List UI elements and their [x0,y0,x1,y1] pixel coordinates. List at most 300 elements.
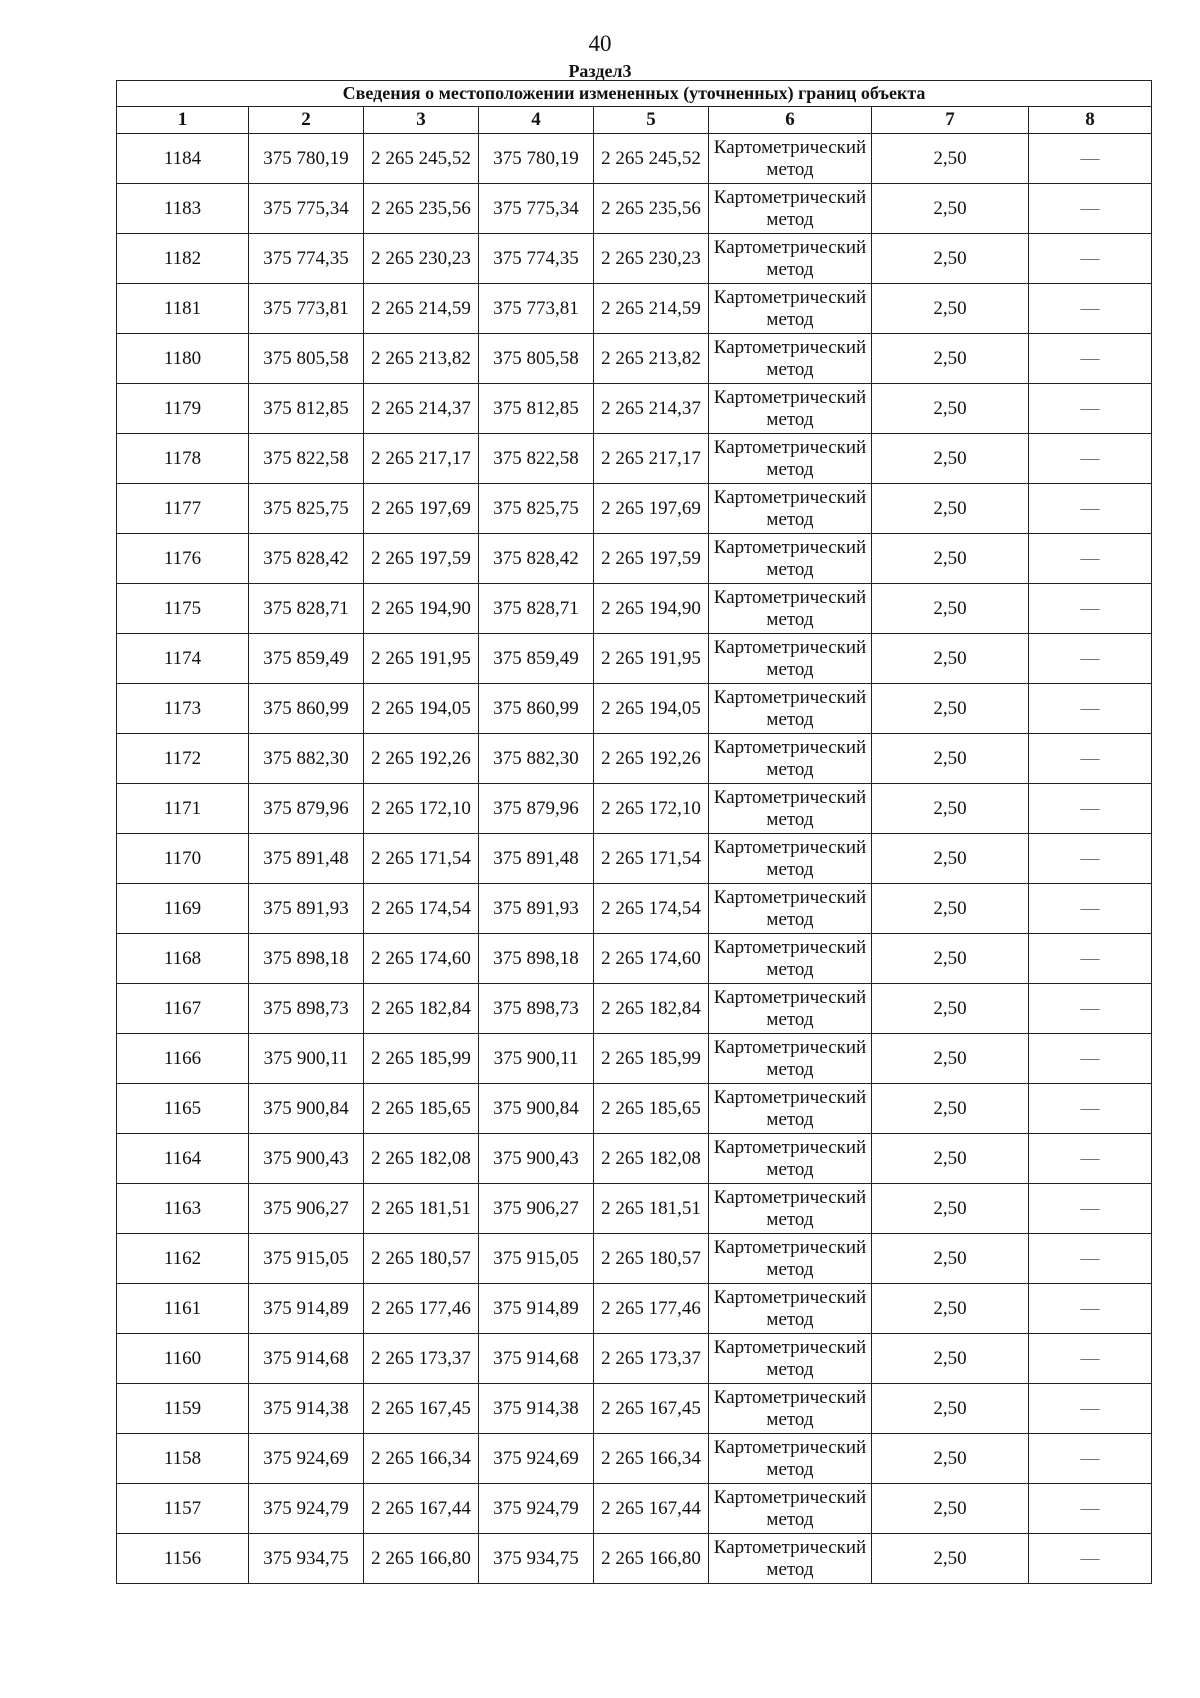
method-text: Картометрический метод [713,1236,867,1280]
column-number: 4 [479,107,594,134]
accuracy-cell: 2,50 [872,534,1029,584]
accuracy-cell: 2,50 [872,834,1029,884]
method-text: Картометрический метод [713,1386,867,1430]
table-row [117,284,1152,334]
method-cell [709,1284,872,1334]
y-coordinate-cell: 2 265 213,82 [594,334,709,384]
accuracy-cell: 2,50 [872,384,1029,434]
y-coordinate-cell: 2 265 217,17 [594,434,709,484]
note-cell: — [1029,534,1152,584]
method-text: Картометрический метод [713,1086,867,1130]
y-coordinate-cell: 2 265 214,37 [364,384,479,434]
y-coordinate-cell: 2 265 182,84 [594,984,709,1034]
y-coordinate-cell: 2 265 192,26 [594,734,709,784]
column-number: 5 [594,107,709,134]
x-coordinate-cell: 375 898,73 [479,984,594,1034]
x-coordinate-cell: 375 900,11 [249,1034,364,1084]
method-text: Картометрический метод [713,1286,867,1330]
y-coordinate-cell: 2 265 194,90 [364,584,479,634]
x-coordinate-cell: 375 780,19 [479,134,594,184]
table-row [117,1284,1152,1334]
x-coordinate-cell: 375 915,05 [479,1234,594,1284]
y-coordinate-cell: 2 265 166,34 [594,1434,709,1484]
y-coordinate-cell: 2 265 214,59 [594,284,709,334]
y-coordinate-cell: 2 265 181,51 [364,1184,479,1234]
note-cell: — [1029,1134,1152,1184]
x-coordinate-cell: 375 879,96 [479,784,594,834]
method-cell [709,584,872,634]
point-number-cell: 1163 [117,1184,249,1234]
x-coordinate-cell: 375 891,48 [249,834,364,884]
method-cell [709,534,872,584]
x-coordinate-cell: 375 805,58 [249,334,364,384]
y-coordinate-cell: 2 265 213,82 [364,334,479,384]
point-number-cell: 1176 [117,534,249,584]
method-text: Картометрический метод [713,1136,867,1180]
note-cell: — [1029,184,1152,234]
accuracy-cell: 2,50 [872,284,1029,334]
y-coordinate-cell: 2 265 174,60 [594,934,709,984]
point-number-cell: 1174 [117,634,249,684]
x-coordinate-cell: 375 774,35 [479,234,594,284]
x-coordinate-cell: 375 780,19 [249,134,364,184]
y-coordinate-cell: 2 265 167,45 [594,1384,709,1434]
note-cell: — [1029,1434,1152,1484]
x-coordinate-cell: 375 891,93 [479,884,594,934]
x-coordinate-cell: 375 812,85 [479,384,594,434]
y-coordinate-cell: 2 265 185,65 [594,1084,709,1134]
y-coordinate-cell: 2 265 235,56 [364,184,479,234]
y-coordinate-cell: 2 265 185,65 [364,1084,479,1134]
x-coordinate-cell: 375 822,58 [479,434,594,484]
method-text: Картометрический метод [713,1486,867,1530]
note-cell: — [1029,734,1152,784]
table-body [117,134,1152,1584]
x-coordinate-cell: 375 898,18 [479,934,594,984]
note-cell: — [1029,334,1152,384]
method-cell [709,1534,872,1584]
table-row [117,184,1152,234]
note-cell: — [1029,134,1152,184]
accuracy-cell: 2,50 [872,584,1029,634]
method-cell [709,1434,872,1484]
method-cell [709,684,872,734]
x-coordinate-cell: 375 774,35 [249,234,364,284]
note-cell: — [1029,1034,1152,1084]
y-coordinate-cell: 2 265 166,34 [364,1434,479,1484]
table-row [117,1134,1152,1184]
method-text: Картометрический метод [713,186,867,230]
point-number-cell: 1177 [117,484,249,534]
x-coordinate-cell: 375 812,85 [249,384,364,434]
method-cell [709,184,872,234]
y-coordinate-cell: 2 265 185,99 [594,1034,709,1084]
point-number-cell: 1160 [117,1334,249,1384]
y-coordinate-cell: 2 265 180,57 [594,1234,709,1284]
y-coordinate-cell: 2 265 171,54 [594,834,709,884]
table-row [117,834,1152,884]
method-text: Картометрический метод [713,1336,867,1380]
method-text: Картометрический метод [713,886,867,930]
y-coordinate-cell: 2 265 172,10 [594,784,709,834]
y-coordinate-cell: 2 265 185,99 [364,1034,479,1084]
table-row [117,634,1152,684]
x-coordinate-cell: 375 906,27 [249,1184,364,1234]
y-coordinate-cell: 2 265 214,37 [594,384,709,434]
method-cell [709,934,872,984]
table-row [117,534,1152,584]
x-coordinate-cell: 375 906,27 [479,1184,594,1234]
column-number-row [117,107,1152,134]
table-row [117,984,1152,1034]
accuracy-cell: 2,50 [872,434,1029,484]
table-row [117,934,1152,984]
table-row [117,434,1152,484]
x-coordinate-cell: 375 879,96 [249,784,364,834]
method-cell [709,1034,872,1084]
y-coordinate-cell: 2 265 197,69 [364,484,479,534]
note-cell: — [1029,234,1152,284]
y-coordinate-cell: 2 265 197,59 [594,534,709,584]
y-coordinate-cell: 2 265 191,95 [364,634,479,684]
table-row [117,484,1152,534]
method-text: Картометрический метод [713,786,867,830]
y-coordinate-cell: 2 265 245,52 [594,134,709,184]
accuracy-cell: 2,50 [872,884,1029,934]
y-coordinate-cell: 2 265 167,45 [364,1384,479,1434]
x-coordinate-cell: 375 775,34 [479,184,594,234]
note-cell: — [1029,584,1152,634]
point-number-cell: 1180 [117,334,249,384]
table-row [117,234,1152,284]
table-row [117,1184,1152,1234]
table-row [117,584,1152,634]
table-row [117,1534,1152,1584]
method-cell [709,1234,872,1284]
column-number: 2 [249,107,364,134]
page-number: 40 [588,31,612,56]
method-cell [709,1334,872,1384]
accuracy-cell: 2,50 [872,1034,1029,1084]
method-text: Картометрический метод [713,436,867,480]
x-coordinate-cell: 375 924,79 [249,1484,364,1534]
method-text: Картометрический метод [713,1036,867,1080]
y-coordinate-cell: 2 265 174,54 [594,884,709,934]
method-text: Картометрический метод [713,1536,867,1580]
table-row [117,1334,1152,1384]
accuracy-cell: 2,50 [872,234,1029,284]
table-row [117,734,1152,784]
y-coordinate-cell: 2 265 197,59 [364,534,479,584]
y-coordinate-cell: 2 265 182,08 [594,1134,709,1184]
x-coordinate-cell: 375 882,30 [249,734,364,784]
x-coordinate-cell: 375 891,48 [479,834,594,884]
accuracy-cell: 2,50 [872,1534,1029,1584]
y-coordinate-cell: 2 265 191,95 [594,634,709,684]
method-cell [709,1184,872,1234]
x-coordinate-cell: 375 914,38 [479,1384,594,1434]
x-coordinate-cell: 375 828,42 [479,534,594,584]
column-number: 3 [364,107,479,134]
accuracy-cell: 2,50 [872,684,1029,734]
y-coordinate-cell: 2 265 166,80 [364,1534,479,1584]
method-cell [709,734,872,784]
x-coordinate-cell: 375 934,75 [479,1534,594,1584]
x-coordinate-cell: 375 898,18 [249,934,364,984]
y-coordinate-cell: 2 265 217,17 [364,434,479,484]
method-text: Картометрический метод [713,1436,867,1480]
y-coordinate-cell: 2 265 245,52 [364,134,479,184]
point-number-cell: 1181 [117,284,249,334]
x-coordinate-cell: 375 891,93 [249,884,364,934]
x-coordinate-cell: 375 859,49 [479,634,594,684]
y-coordinate-cell: 2 265 177,46 [364,1284,479,1334]
note-cell: — [1029,1384,1152,1434]
note-cell: — [1029,984,1152,1034]
y-coordinate-cell: 2 265 167,44 [364,1484,479,1534]
point-number-cell: 1178 [117,434,249,484]
method-cell [709,1484,872,1534]
x-coordinate-cell: 375 900,11 [479,1034,594,1084]
y-coordinate-cell: 2 265 182,84 [364,984,479,1034]
method-cell [709,1134,872,1184]
table-caption: Сведения о местоположении измененных (уточненных) границ объекта [117,81,1152,107]
note-cell: — [1029,634,1152,684]
point-number-cell: 1179 [117,384,249,434]
table-row [117,334,1152,384]
table-row [117,1234,1152,1284]
column-number: 1 [117,107,249,134]
method-text: Картометрический метод [713,936,867,980]
note-cell: — [1029,434,1152,484]
x-coordinate-cell: 375 882,30 [479,734,594,784]
accuracy-cell: 2,50 [872,1434,1029,1484]
x-coordinate-cell: 375 900,84 [479,1084,594,1134]
coordinates-table [116,80,1152,1584]
point-number-cell: 1161 [117,1284,249,1334]
point-number-cell: 1175 [117,584,249,634]
accuracy-cell: 2,50 [872,984,1029,1034]
method-cell [709,334,872,384]
note-cell: — [1029,1184,1152,1234]
accuracy-cell: 2,50 [872,184,1029,234]
method-text: Картометрический метод [713,686,867,730]
x-coordinate-cell: 375 828,71 [479,584,594,634]
x-coordinate-cell: 375 900,43 [249,1134,364,1184]
note-cell: — [1029,384,1152,434]
accuracy-cell: 2,50 [872,1334,1029,1384]
point-number-cell: 1162 [117,1234,249,1284]
y-coordinate-cell: 2 265 166,80 [594,1534,709,1584]
y-coordinate-cell: 2 265 167,44 [594,1484,709,1534]
accuracy-cell: 2,50 [872,1084,1029,1134]
x-coordinate-cell: 375 828,71 [249,584,364,634]
x-coordinate-cell: 375 914,89 [479,1284,594,1334]
method-text: Картометрический метод [713,636,867,680]
point-number-cell: 1184 [117,134,249,184]
accuracy-cell: 2,50 [872,334,1029,384]
y-coordinate-cell: 2 265 192,26 [364,734,479,784]
x-coordinate-cell: 375 775,34 [249,184,364,234]
table-row [117,384,1152,434]
y-coordinate-cell: 2 265 214,59 [364,284,479,334]
point-number-cell: 1171 [117,784,249,834]
method-cell [709,984,872,1034]
x-coordinate-cell: 375 825,75 [479,484,594,534]
note-cell: — [1029,884,1152,934]
accuracy-cell: 2,50 [872,1234,1029,1284]
point-number-cell: 1168 [117,934,249,984]
y-coordinate-cell: 2 265 174,60 [364,934,479,984]
x-coordinate-cell: 375 914,68 [249,1334,364,1384]
x-coordinate-cell: 375 914,89 [249,1284,364,1334]
y-coordinate-cell: 2 265 197,69 [594,484,709,534]
table-row [117,134,1152,184]
method-text: Картометрический метод [713,386,867,430]
method-cell [709,384,872,434]
method-cell [709,884,872,934]
method-cell [709,784,872,834]
method-text: Картометрический метод [713,736,867,780]
x-coordinate-cell: 375 860,99 [249,684,364,734]
point-number-cell: 1183 [117,184,249,234]
table-row [117,1084,1152,1134]
note-cell: — [1029,834,1152,884]
method-text: Картометрический метод [713,286,867,330]
accuracy-cell: 2,50 [872,634,1029,684]
x-coordinate-cell: 375 900,43 [479,1134,594,1184]
method-text: Картометрический метод [713,586,867,630]
y-coordinate-cell: 2 265 194,05 [594,684,709,734]
method-text: Картометрический метод [713,986,867,1030]
point-number-cell: 1164 [117,1134,249,1184]
method-text: Картометрический метод [713,1186,867,1230]
x-coordinate-cell: 375 828,42 [249,534,364,584]
point-number-cell: 1158 [117,1434,249,1484]
y-coordinate-cell: 2 265 173,37 [594,1334,709,1384]
point-number-cell: 1166 [117,1034,249,1084]
method-cell [709,634,872,684]
method-text: Картометрический метод [713,136,867,180]
accuracy-cell: 2,50 [872,1384,1029,1434]
x-coordinate-cell: 375 914,68 [479,1334,594,1384]
table-row [117,1034,1152,1084]
x-coordinate-cell: 375 924,79 [479,1484,594,1534]
accuracy-cell: 2,50 [872,784,1029,834]
y-coordinate-cell: 2 265 235,56 [594,184,709,234]
point-number-cell: 1173 [117,684,249,734]
accuracy-cell: 2,50 [872,934,1029,984]
point-number-cell: 1170 [117,834,249,884]
accuracy-cell: 2,50 [872,1134,1029,1184]
x-coordinate-cell: 375 859,49 [249,634,364,684]
x-coordinate-cell: 375 825,75 [249,484,364,534]
y-coordinate-cell: 2 265 172,10 [364,784,479,834]
accuracy-cell: 2,50 [872,1284,1029,1334]
y-coordinate-cell: 2 265 181,51 [594,1184,709,1234]
y-coordinate-cell: 2 265 173,37 [364,1334,479,1384]
note-cell: — [1029,284,1152,334]
method-cell [709,834,872,884]
accuracy-cell: 2,50 [872,734,1029,784]
x-coordinate-cell: 375 773,81 [479,284,594,334]
y-coordinate-cell: 2 265 194,05 [364,684,479,734]
x-coordinate-cell: 375 924,69 [249,1434,364,1484]
note-cell: — [1029,1084,1152,1134]
accuracy-cell: 2,50 [872,1484,1029,1534]
x-coordinate-cell: 375 805,58 [479,334,594,384]
table-row [117,1384,1152,1434]
x-coordinate-cell: 375 773,81 [249,284,364,334]
method-cell [709,484,872,534]
section-title: Раздел3 [568,61,632,81]
method-text: Картометрический метод [713,336,867,380]
note-cell: — [1029,1284,1152,1334]
point-number-cell: 1165 [117,1084,249,1134]
method-cell [709,134,872,184]
note-cell: — [1029,934,1152,984]
accuracy-cell: 2,50 [872,484,1029,534]
table-row [117,884,1152,934]
y-coordinate-cell: 2 265 230,23 [594,234,709,284]
y-coordinate-cell: 2 265 194,90 [594,584,709,634]
accuracy-cell: 2,50 [872,134,1029,184]
x-coordinate-cell: 375 860,99 [479,684,594,734]
x-coordinate-cell: 375 822,58 [249,434,364,484]
note-cell: — [1029,484,1152,534]
note-cell: — [1029,1534,1152,1584]
note-cell: — [1029,1484,1152,1534]
y-coordinate-cell: 2 265 177,46 [594,1284,709,1334]
note-cell: — [1029,784,1152,834]
y-coordinate-cell: 2 265 180,57 [364,1234,479,1284]
x-coordinate-cell: 375 915,05 [249,1234,364,1284]
method-text: Картометрический метод [713,486,867,530]
method-cell [709,234,872,284]
accuracy-cell: 2,50 [872,1184,1029,1234]
method-cell [709,1384,872,1434]
column-number: 6 [709,107,872,134]
note-cell: — [1029,1234,1152,1284]
table-row [117,784,1152,834]
column-number: 8 [1029,107,1152,134]
method-text: Картометрический метод [713,836,867,880]
method-text: Картометрический метод [713,236,867,280]
y-coordinate-cell: 2 265 230,23 [364,234,479,284]
note-cell: — [1029,684,1152,734]
method-cell [709,284,872,334]
point-number-cell: 1156 [117,1534,249,1584]
x-coordinate-cell: 375 898,73 [249,984,364,1034]
column-number: 7 [872,107,1029,134]
point-number-cell: 1169 [117,884,249,934]
table-caption-row [117,81,1152,107]
point-number-cell: 1157 [117,1484,249,1534]
method-cell [709,1084,872,1134]
table-row [117,1434,1152,1484]
table-row [117,684,1152,734]
y-coordinate-cell: 2 265 174,54 [364,884,479,934]
y-coordinate-cell: 2 265 171,54 [364,834,479,884]
table-row [117,1484,1152,1534]
point-number-cell: 1159 [117,1384,249,1434]
point-number-cell: 1182 [117,234,249,284]
point-number-cell: 1167 [117,984,249,1034]
x-coordinate-cell: 375 914,38 [249,1384,364,1434]
x-coordinate-cell: 375 934,75 [249,1534,364,1584]
x-coordinate-cell: 375 900,84 [249,1084,364,1134]
method-cell [709,434,872,484]
